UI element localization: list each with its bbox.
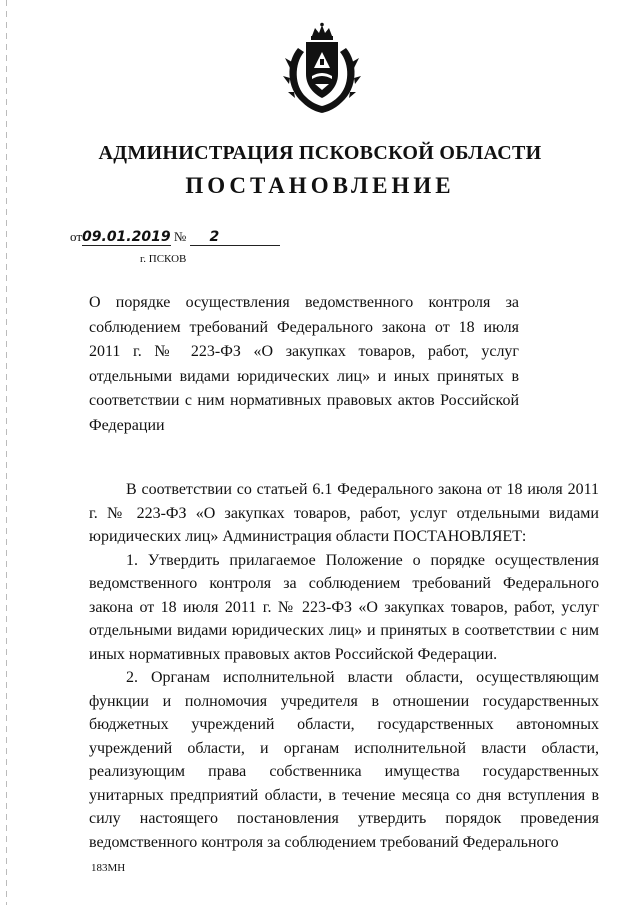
preamble-paragraph: В соответствии со статьей 6.1 Федерального закона от 18 июля 2011 г. № 223-ФЗ «О закупках товаров, работ, услуг отдельными видами юридических лиц» Администрация области ПОСТАНОВЛЯЕТ: xyxy=(89,481,599,545)
document-body xyxy=(89,478,599,854)
document-date: 09.01.2019 xyxy=(82,229,171,245)
footer-code: 183МН xyxy=(91,862,126,874)
document-subject: О порядке осуществления ведомственного контроля за соблюдением требований Федерального закона от 18 июля 2011 г. № 223-ФЗ «О закупках товаров, работ, услуг отдельными видами юридических лиц» и иных принятых в соответствии с ним нормативных правовых актов Российской Федерации xyxy=(89,294,519,434)
clause-1-paragraph: 1. Утвердить прилагаемое Положение о порядке осуществления ведомственного контроля за соблюдением требований Федерального закона от 18 июля 2011 г. № 223-ФЗ «О закупках товаров, работ, услуг отдельными видами юридических лиц» и принятых в соответствии с ним иных нормативных правовых актов Российской Федерации. xyxy=(89,551,599,663)
coat-of-arms-icon xyxy=(282,22,362,116)
date-number-line xyxy=(70,229,280,246)
city-label: г. ПСКОВ xyxy=(140,253,187,265)
scan-edge-line xyxy=(6,0,7,905)
document-number: 2 xyxy=(209,229,220,245)
date-prefix: от xyxy=(70,229,83,244)
number-prefix: № xyxy=(173,229,187,244)
document-type-heading: ПОСТАНОВЛЕНИЕ xyxy=(185,173,455,198)
organization-title: АДМИНИСТРАЦИЯ ПСКОВСКОЙ ОБЛАСТИ xyxy=(98,142,542,164)
clause-2-paragraph: 2. Органам исполнительной власти области, осуществляющим функции и полномочия учредителя в отношении государственных бюджетных учреждений области, государственных автономных учреждений области, и органам исполнительной власти области, реализующим права собственника имущества государственных унитарных предприятий области, в течение месяца со дня вступления в силу настоящего постановления утвердить порядок проведения ведомственного контроля за соблюдением требований Федерального xyxy=(89,669,599,851)
